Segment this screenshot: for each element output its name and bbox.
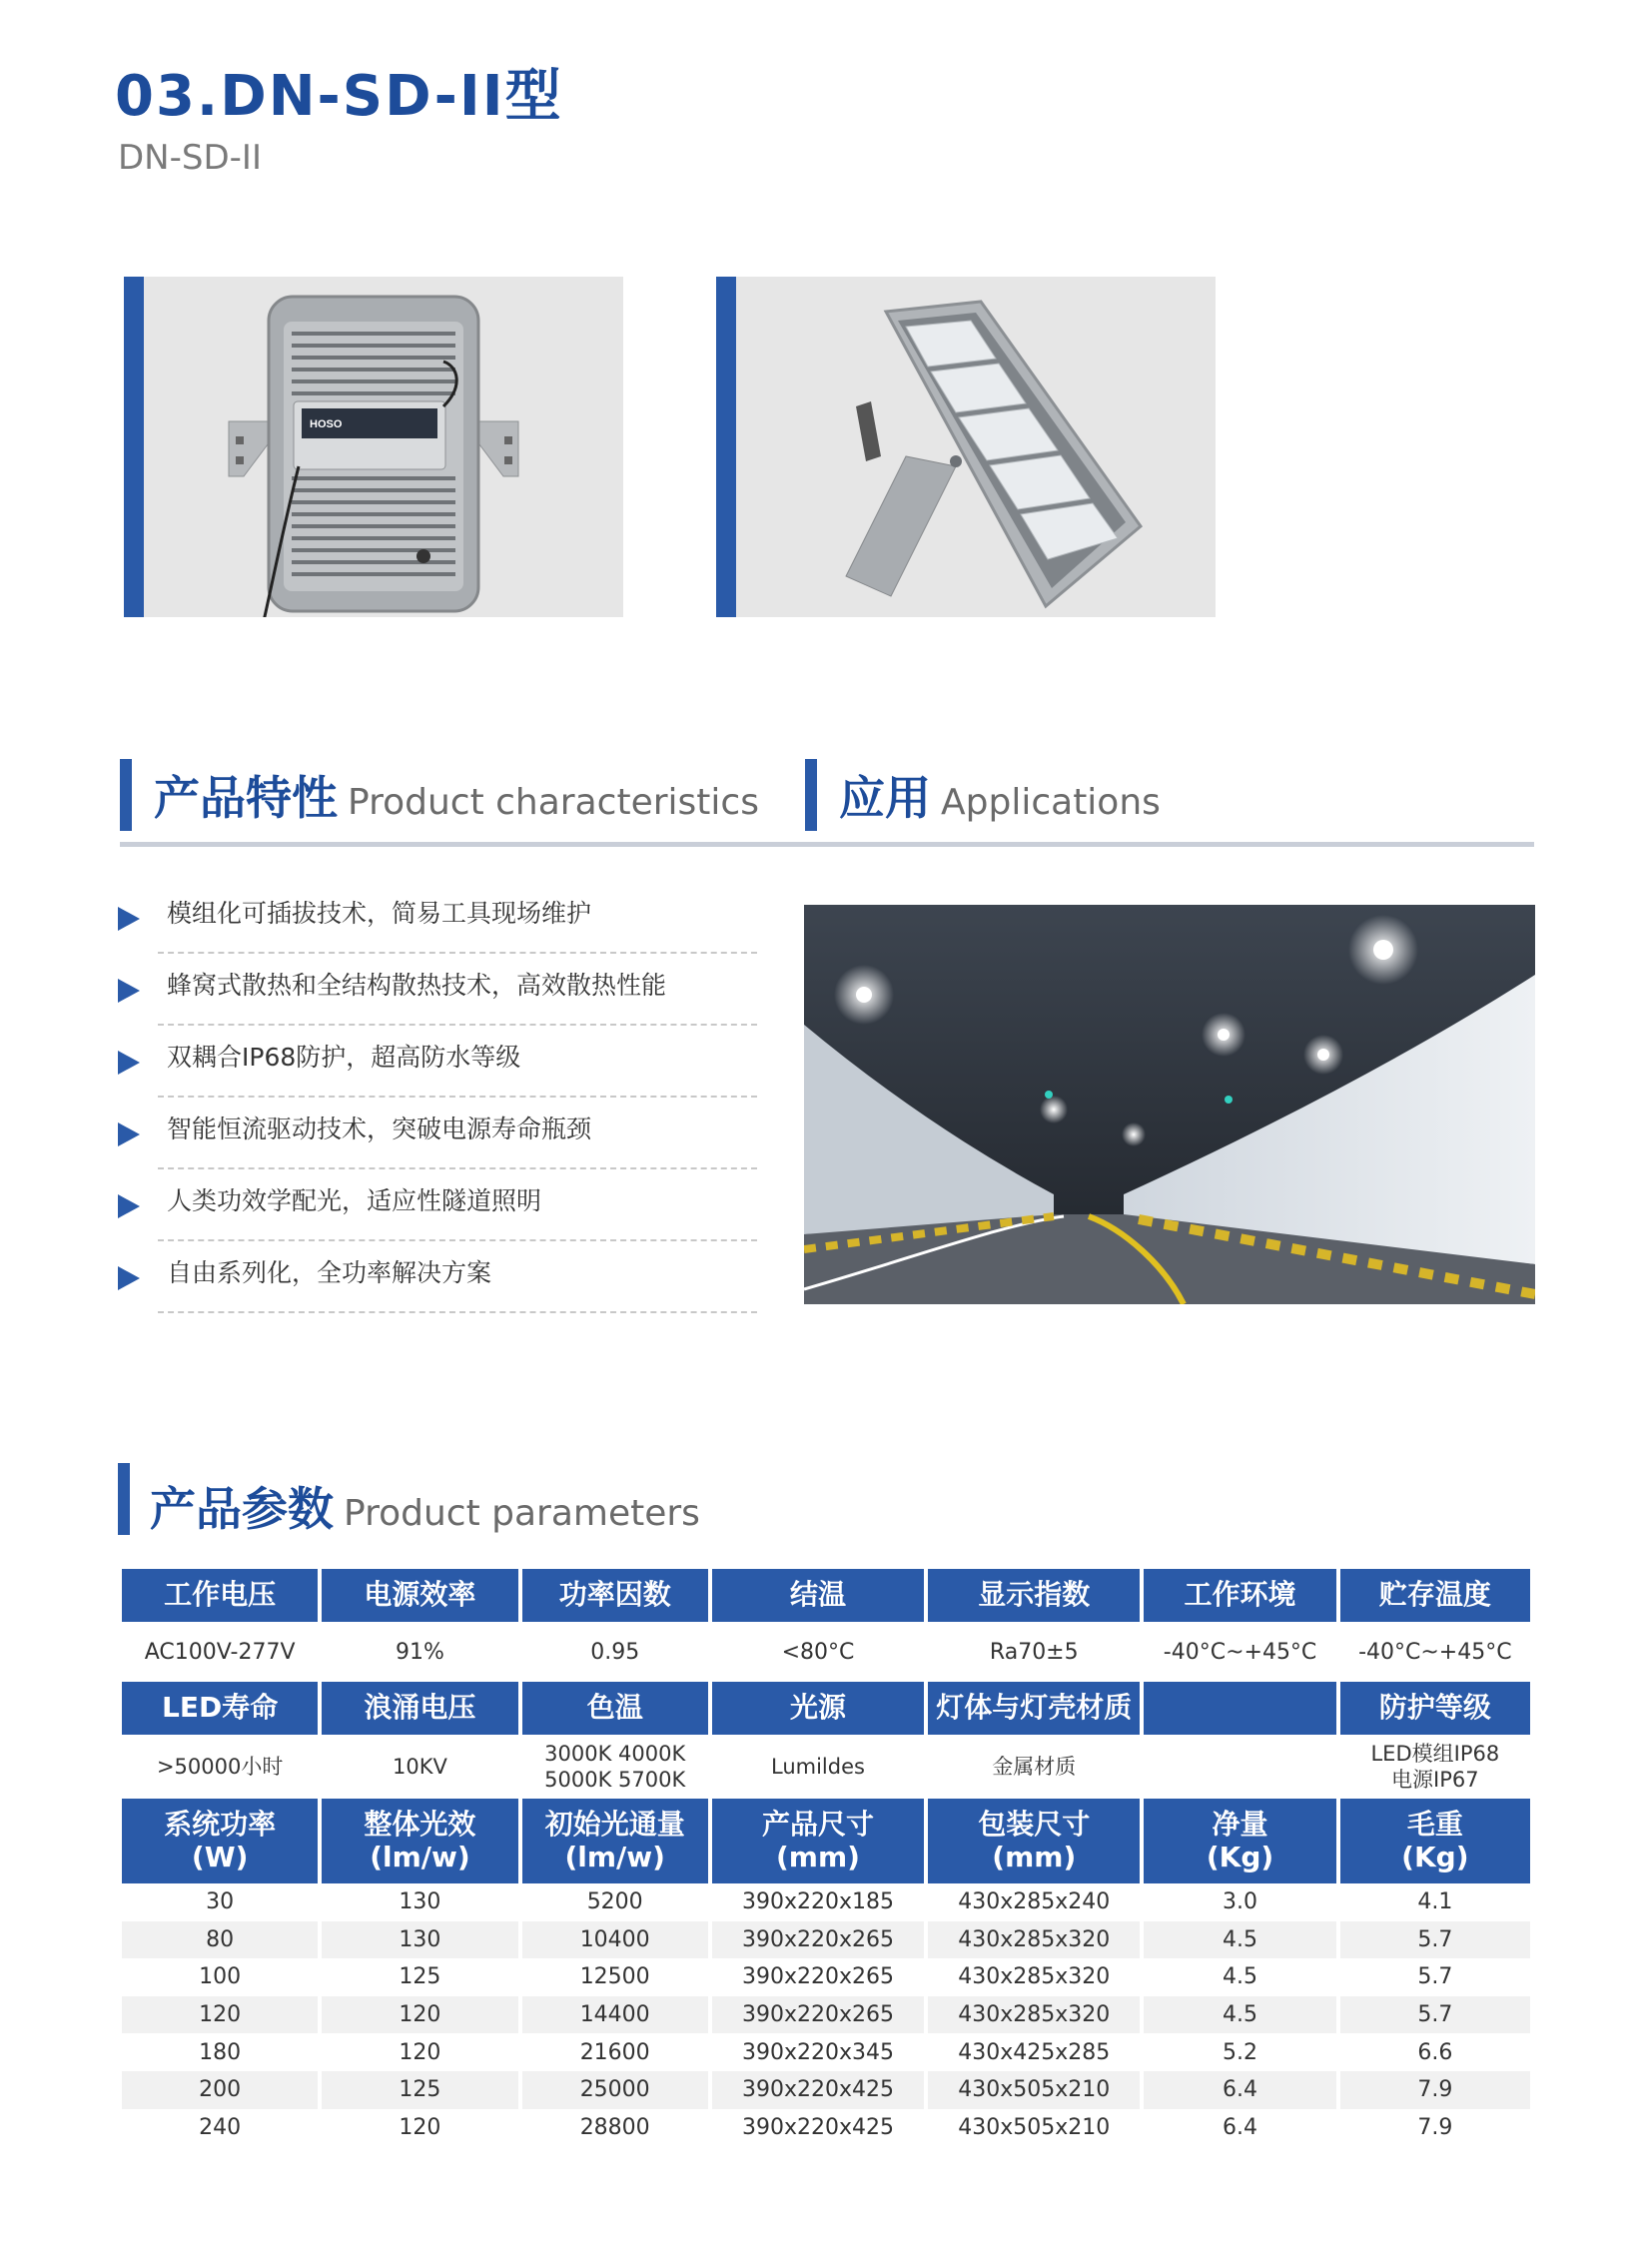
feature-item xyxy=(118,1102,757,1173)
header-unit: (mm) xyxy=(776,1840,860,1873)
spec-header-row xyxy=(122,1682,1530,1735)
spec-value-cell: AC100V-277V xyxy=(144,1639,296,1665)
product-front-photo xyxy=(716,277,1216,617)
header-unit: (lm/w) xyxy=(564,1840,665,1873)
table-cell: 430x425x285 xyxy=(958,2039,1111,2065)
spec-value-cell: <80°C xyxy=(781,1639,855,1665)
header-line: 毛重 xyxy=(1406,1808,1463,1842)
table-cell: 7.9 xyxy=(1340,2071,1530,2109)
table-cell: 6.6 xyxy=(1417,2039,1453,2065)
table-cell: 430x285x320 xyxy=(928,1921,1140,1959)
table-cell: 4.5 xyxy=(1144,1921,1335,1959)
spec-header-cell: 色温 xyxy=(522,1682,708,1735)
spec-value-cell: 10KV xyxy=(392,1754,447,1779)
table-cell: 120 xyxy=(322,1996,517,2034)
spec-value-cell: 0.95 xyxy=(590,1639,640,1665)
feature-text: 智能恒流驱动技术，突破电源寿命瓶颈 xyxy=(167,1115,592,1143)
spec-value-cell: -40°C~+45°C xyxy=(1358,1639,1512,1665)
spec-header-cell: LED寿命 xyxy=(122,1682,318,1735)
spec-header-cell: 灯体与灯壳材质 xyxy=(928,1682,1140,1735)
table-cell: 5.7 xyxy=(1340,1996,1530,2034)
header-unit: (lm/w) xyxy=(370,1840,470,1873)
table-cell: 390x220x265 xyxy=(712,1996,924,2034)
spec-header-cell: 功率因数 xyxy=(522,1569,708,1622)
table-cell: 3.0 xyxy=(1223,1889,1258,1915)
table-cell: 390x220x425 xyxy=(741,2114,894,2140)
spec-header-cell: 结温 xyxy=(712,1569,924,1622)
dimension-rows xyxy=(122,1883,1530,2146)
page-title: 03.DN-SD-II型 xyxy=(115,64,563,129)
dashed-divider xyxy=(158,1096,757,1098)
table-cell: 5.7 xyxy=(1417,1964,1453,1990)
header-unit: (W) xyxy=(191,1840,249,1873)
spec-value-cell xyxy=(1144,1735,1335,1799)
spec-value-cell: Lumildes xyxy=(770,1754,865,1779)
spec-value-cell: Ra70±5 xyxy=(989,1639,1079,1665)
table-row xyxy=(122,2109,1530,2147)
section-accent-bar xyxy=(118,1463,130,1535)
table-cell: 21600 xyxy=(579,2039,650,2065)
table-row xyxy=(122,1883,1530,1921)
params-table xyxy=(118,1569,1534,2146)
product-front-illustration xyxy=(716,277,1216,617)
spec-header-cell: 工作环境 xyxy=(1144,1569,1335,1622)
header-line: 产品尺寸 xyxy=(761,1808,874,1842)
dimension-header-cell xyxy=(322,1799,517,1883)
table-cell: 390x220x265 xyxy=(741,1964,894,1990)
dimension-header-cell xyxy=(1340,1799,1530,1883)
features-heading-cn: 产品特性 xyxy=(154,771,338,825)
header-line: 整体光效 xyxy=(364,1808,476,1842)
spec-header-cell: 显示指数 xyxy=(928,1569,1140,1622)
spec-header-cell: 贮存温度 xyxy=(1340,1569,1530,1622)
table-cell: 390x220x265 xyxy=(712,1921,924,1959)
table-row xyxy=(122,2033,1530,2071)
table-cell: 4.5 xyxy=(1223,1964,1258,1990)
table-cell: 14400 xyxy=(522,1996,708,2034)
dashed-divider xyxy=(158,1239,757,1241)
page-subtitle: DN-SD-II xyxy=(118,138,262,178)
dashed-divider xyxy=(158,1024,757,1026)
spec-value-cell: -40°C~+45°C xyxy=(1163,1639,1317,1665)
table-cell: 430x505x210 xyxy=(928,2071,1140,2109)
feature-item xyxy=(118,886,757,958)
dashed-divider xyxy=(158,1167,757,1169)
header-line: 净量 xyxy=(1212,1808,1268,1842)
header-unit: (Kg) xyxy=(1401,1840,1469,1873)
table-cell: 30 xyxy=(206,1889,235,1915)
table-cell: 125 xyxy=(322,2071,517,2109)
table-cell: 390x220x345 xyxy=(741,2039,894,2065)
table-cell: 80 xyxy=(122,1921,318,1959)
triangle-bullet-icon xyxy=(118,1266,140,1290)
spec-value-cell xyxy=(1340,1735,1530,1799)
feature-item xyxy=(118,1030,757,1102)
feature-text: 人类功效学配光，适应性隧道照明 xyxy=(167,1186,542,1215)
dimension-header-cell xyxy=(712,1799,924,1883)
header-line: 初始光通量 xyxy=(544,1808,685,1842)
header-unit: (Kg) xyxy=(1206,1840,1274,1873)
table-cell: 4.1 xyxy=(1417,1889,1453,1915)
table-cell: 7.9 xyxy=(1417,2114,1453,2140)
protection-line: LED模组IP68 xyxy=(1370,1741,1500,1766)
feature-item xyxy=(118,958,757,1030)
triangle-bullet-icon xyxy=(118,907,140,931)
features-heading-en: Product characteristics xyxy=(348,782,759,823)
spec-header-cell: 防护等级 xyxy=(1340,1682,1530,1735)
driver-brand-label: HOSO xyxy=(310,418,343,430)
table-row xyxy=(122,2071,1530,2109)
triangle-bullet-icon xyxy=(118,979,140,1003)
dimension-header-row xyxy=(122,1799,1530,1883)
protection-line: 电源IP67 xyxy=(1391,1768,1479,1792)
section-divider xyxy=(120,842,1534,847)
table-cell: 100 xyxy=(199,1964,242,1990)
dimension-header-cell xyxy=(1144,1799,1335,1883)
table-cell: 5.7 xyxy=(1340,1921,1530,1959)
table-cell: 12500 xyxy=(579,1964,650,1990)
tunnel-illustration xyxy=(804,905,1535,1304)
table-cell: 130 xyxy=(399,1889,441,1915)
table-cell: 5200 xyxy=(586,1889,643,1915)
dashed-divider xyxy=(158,952,757,954)
table-cell: 6.4 xyxy=(1144,2071,1335,2109)
table-cell: 25000 xyxy=(522,2071,708,2109)
product-back-illustration xyxy=(124,277,623,617)
dashed-divider xyxy=(158,1311,757,1313)
table-cell: 240 xyxy=(199,2114,242,2140)
feature-text: 模组化可插拔技术，简易工具现场维护 xyxy=(167,899,592,928)
applications-heading xyxy=(839,762,1161,828)
dimension-header-cell xyxy=(522,1799,708,1883)
color-temp-line: 5000K 5700K xyxy=(544,1768,686,1792)
spec-header-cell xyxy=(1144,1682,1335,1735)
header-line: 包装尺寸 xyxy=(978,1808,1091,1842)
table-cell: 430x285x320 xyxy=(958,1964,1111,1990)
dimension-header-cell xyxy=(928,1799,1140,1883)
table-cell: 120 xyxy=(399,2039,441,2065)
spec-value-row xyxy=(122,1622,1530,1682)
table-cell: 130 xyxy=(322,1921,517,1959)
spec-header-cell: 工作电压 xyxy=(122,1569,318,1622)
table-cell: 200 xyxy=(122,2071,318,2109)
spec-value-cell: 金属材质 xyxy=(992,1754,1077,1779)
params-heading xyxy=(150,1473,700,1539)
spec-header-cell: 浪涌电压 xyxy=(322,1682,517,1735)
spec-value-cell: >50000小时 xyxy=(156,1754,284,1779)
applications-heading-en: Applications xyxy=(941,782,1161,823)
spec-header-cell: 电源效率 xyxy=(322,1569,517,1622)
spec-value-row xyxy=(122,1735,1530,1799)
triangle-bullet-icon xyxy=(118,1122,140,1146)
table-cell: 120 xyxy=(399,2114,441,2140)
spec-header-row xyxy=(122,1569,1530,1622)
table-cell: 390x220x425 xyxy=(712,2071,924,2109)
table-cell: 125 xyxy=(399,1964,441,1990)
table-row xyxy=(122,1921,1530,1959)
color-temp-line: 3000K 4000K xyxy=(544,1741,686,1766)
table-cell: 28800 xyxy=(579,2114,650,2140)
feature-item xyxy=(118,1245,757,1317)
triangle-bullet-icon xyxy=(118,1194,140,1218)
spec-header-cell: 光源 xyxy=(712,1682,924,1735)
table-row xyxy=(122,1958,1530,1996)
section-accent-bar xyxy=(805,759,817,831)
features-heading xyxy=(154,762,759,828)
feature-text: 蜂窝式散热和全结构散热技术，高效散热性能 xyxy=(167,971,667,1000)
table-cell: 430x285x240 xyxy=(958,1889,1111,1915)
applications-heading-cn: 应用 xyxy=(839,771,931,825)
dimension-header-cell xyxy=(122,1799,318,1883)
table-cell: 120 xyxy=(122,1996,318,2034)
section-accent-bar xyxy=(120,759,132,831)
table-cell: 4.5 xyxy=(1144,1996,1335,2034)
table-cell: 10400 xyxy=(522,1921,708,1959)
header-line: 系统功率 xyxy=(164,1808,277,1842)
table-cell: 390x220x185 xyxy=(741,1889,894,1915)
spec-value-cell xyxy=(522,1735,708,1799)
table-cell: 430x285x320 xyxy=(928,1996,1140,2034)
feature-item xyxy=(118,1173,757,1245)
feature-text: 双耦合IP68防护，超高防水等级 xyxy=(167,1043,521,1072)
table-cell: 430x505x210 xyxy=(958,2114,1111,2140)
table-cell: 6.4 xyxy=(1223,2114,1258,2140)
spec-value-cell: 91% xyxy=(395,1639,444,1665)
table-cell: 5.2 xyxy=(1223,2039,1258,2065)
feature-text: 自由系列化，全功率解决方案 xyxy=(167,1258,492,1287)
product-back-photo xyxy=(124,277,623,617)
header-unit: (mm) xyxy=(992,1840,1077,1873)
params-heading-cn: 产品参数 xyxy=(150,1482,334,1536)
triangle-bullet-icon xyxy=(118,1051,140,1075)
table-row xyxy=(122,1996,1530,2034)
params-heading-en: Product parameters xyxy=(344,1493,700,1534)
tunnel-application-photo xyxy=(804,905,1535,1304)
table-cell: 180 xyxy=(199,2039,242,2065)
